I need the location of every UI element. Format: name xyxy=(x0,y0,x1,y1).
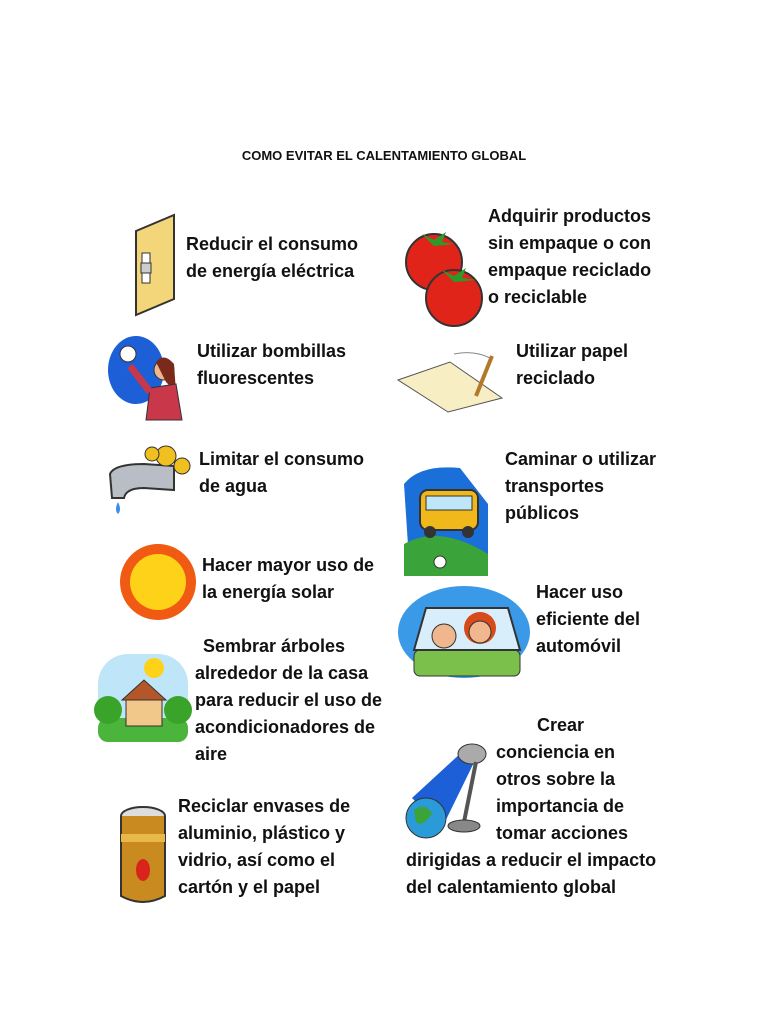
tip-line: para reducir el uso de xyxy=(195,690,383,710)
tip-line: del calentamiento global xyxy=(406,877,617,897)
faucet-icon xyxy=(104,444,194,518)
house-trees-icon xyxy=(94,650,192,746)
tip-efficient-car-use xyxy=(536,579,640,660)
tip-line: fluorescentes xyxy=(197,368,315,388)
tip-line: alrededor de la casa xyxy=(195,663,369,683)
tip-fluorescent-bulbs xyxy=(197,338,346,392)
tip-line: Reciclar envases de xyxy=(178,796,351,816)
tip-line: de energía eléctrica xyxy=(186,261,355,281)
tip-line: Adquirir productos xyxy=(488,206,651,226)
tip-line: Utilizar papel xyxy=(516,341,629,361)
tip-line: Hacer uso xyxy=(536,582,624,602)
tomatoes-icon xyxy=(404,224,486,328)
tip-line: otros sobre la xyxy=(496,769,616,789)
bus-icon xyxy=(400,464,492,580)
tip-line: públicos xyxy=(505,503,580,523)
tip-recycle-containers xyxy=(178,793,350,901)
tip-line: Hacer mayor uso de xyxy=(202,555,375,575)
tip-line: conciencia en xyxy=(496,742,616,762)
tip-solar-energy xyxy=(202,552,374,606)
tip-line: Caminar o utilizar xyxy=(505,449,657,469)
tip-line: vidrio, así como el xyxy=(178,850,336,870)
tip-line: eficiente del xyxy=(536,609,641,629)
car-icon xyxy=(396,584,532,682)
tip-line: Sembrar árboles xyxy=(203,636,346,656)
sun-icon xyxy=(118,538,198,626)
tip-recycled-paper xyxy=(516,338,628,392)
tip-line: acondicionadores de xyxy=(195,717,376,737)
paper-pencil-icon xyxy=(394,348,506,414)
tip-line: automóvil xyxy=(536,636,622,656)
tip-line: de agua xyxy=(199,476,268,496)
tip-line: empaque reciclado xyxy=(488,260,652,280)
can-icon xyxy=(118,804,168,908)
tip-line: importancia de xyxy=(496,796,625,816)
tip-line: dirigidas a reducir el impacto xyxy=(406,850,657,870)
tip-line: Utilizar bombillas xyxy=(197,341,347,361)
tip-line: transportes xyxy=(505,476,605,496)
tip-public-transport xyxy=(505,446,656,527)
tip-line: Reducir el consumo xyxy=(186,234,359,254)
tip-line: aluminio, plástico y xyxy=(178,823,346,843)
page-title: COMO EVITAR EL CALENTAMIENTO GLOBAL xyxy=(241,148,527,163)
tip-line: la energía solar xyxy=(202,582,335,602)
tip-plant-trees xyxy=(195,633,382,768)
tip-line: cartón y el papel xyxy=(178,877,321,897)
tip-line: sin empaque o con xyxy=(488,233,652,253)
tip-line: tomar acciones xyxy=(496,823,629,843)
tip-line: reciclado xyxy=(516,368,596,388)
tip-buy-unpackaged xyxy=(488,203,651,311)
light-switch-icon xyxy=(128,213,180,317)
woman-with-bulb-icon xyxy=(106,332,188,422)
tip-line: Crear xyxy=(537,715,585,735)
tip-line: o reciclable xyxy=(488,287,588,307)
lamp-globe-icon xyxy=(402,738,494,842)
tip-limit-water xyxy=(199,446,364,500)
tip-line: aire xyxy=(195,744,228,764)
tip-reduce-electricity xyxy=(186,231,358,285)
tip-line: Limitar el consumo xyxy=(199,449,365,469)
